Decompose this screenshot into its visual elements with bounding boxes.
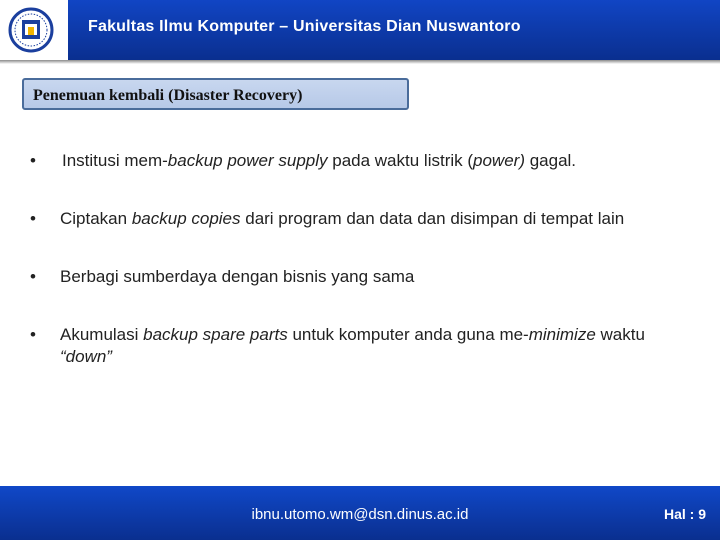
university-logo-icon bbox=[8, 7, 54, 53]
footer-bar bbox=[0, 486, 720, 540]
header-bar bbox=[0, 0, 720, 60]
bullet-marker: • bbox=[30, 267, 36, 286]
bullet-marker: • bbox=[30, 209, 36, 228]
header-shadow bbox=[0, 60, 720, 64]
logo-container bbox=[0, 0, 68, 60]
section-title-box bbox=[22, 78, 409, 110]
bullet-text: Ciptakan backup copies dari program dan data dan disimpan di tempat lain bbox=[60, 209, 625, 228]
bullet-text: Akumulasi backup spare parts untuk komputer anda guna me-minimize waktu “down” bbox=[60, 325, 645, 366]
section-title: Penemuan kembali (Disaster Recovery) bbox=[33, 87, 303, 104]
footer-email: ibnu.utomo.wm@dsn.dinus.ac.id bbox=[251, 506, 469, 523]
bullet-text: Institusi mem-backup power supply pada waktu listrik (power) gagal. bbox=[62, 151, 577, 170]
bullet-marker: • bbox=[30, 151, 36, 170]
bullet-text: Berbagi sumberdaya dengan bisnis yang sama bbox=[60, 267, 415, 286]
header-title: Fakultas Ilmu Komputer – Universitas Dian Nuswantoro bbox=[88, 18, 521, 35]
bullet-marker: • bbox=[30, 325, 36, 344]
page-number: Hal : 9 bbox=[663, 506, 706, 522]
